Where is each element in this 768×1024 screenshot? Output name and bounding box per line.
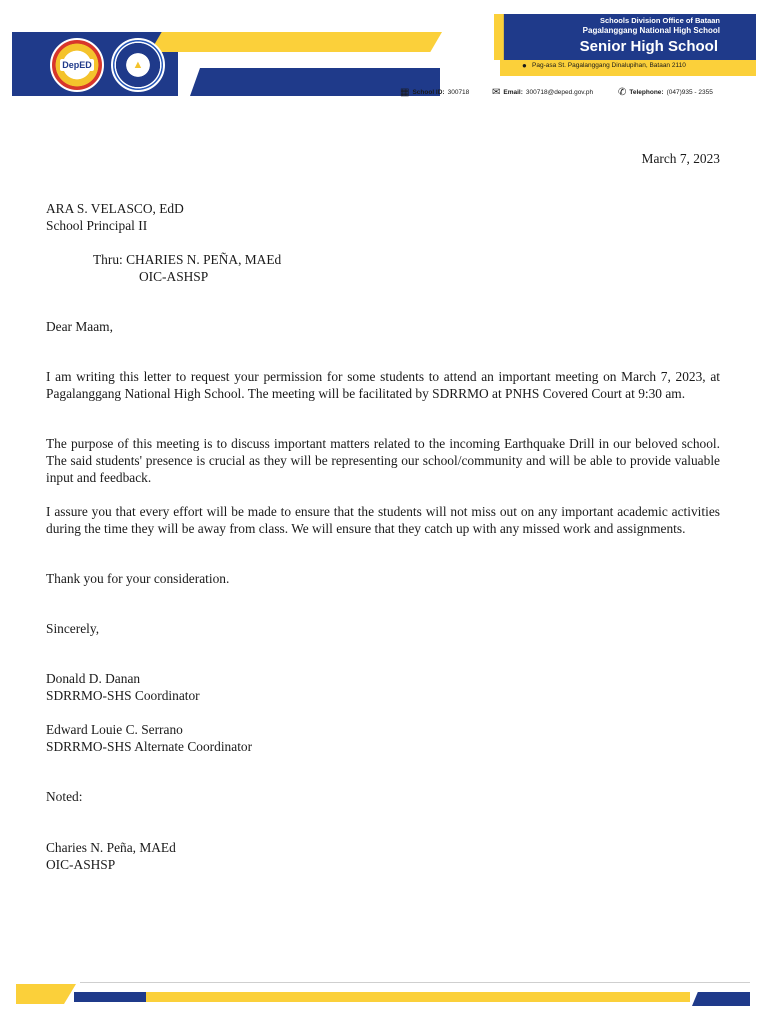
closing: Sincerely, — [46, 621, 100, 636]
telephone-value: (047)935 - 2355 — [666, 89, 713, 96]
phone-icon: ✆ — [618, 87, 627, 98]
telephone-label: Telephone: — [629, 89, 664, 96]
footer-band-yellow — [146, 992, 690, 1002]
division-name: Schools Division Office of Bataan — [599, 16, 720, 25]
signatory-2-title: SDRRMO-SHS Alternate Coordinator — [46, 739, 253, 754]
deped-logo — [50, 38, 104, 92]
location-pin-icon: ● — [522, 61, 527, 70]
email-value: 300718@deped.gov.ph — [525, 89, 594, 96]
recipient-name: ARA S. VELASCO, EdD — [46, 201, 184, 216]
letter-date: March 7, 2023 — [641, 151, 720, 166]
noted-name: Charies N. Peña, MAEd — [46, 840, 176, 855]
deped-logo-text: DepED — [62, 60, 92, 70]
footer-band-navy-right — [692, 992, 750, 1006]
recipient-title: School Principal II — [46, 218, 148, 233]
signatory-1-name: Donald D. Danan — [46, 671, 141, 686]
signatory-1-title: SDRRMO-SHS Coordinator — [46, 688, 200, 703]
paragraph-3: I assure you that every effort will be made to ensure that the students will not miss out on any important academic activities during the time they will be away from class. We will ensure that they catch up with any missed work and assignments. — [46, 504, 720, 536]
program-name: Senior High School — [579, 38, 718, 55]
school-id-value: 300718 — [447, 89, 470, 96]
noted-title: OIC-ASHSP — [46, 857, 116, 872]
email-contact — [492, 87, 593, 98]
paragraph-2: The purpose of this meeting is to discuss important matters related to the incoming Earthquake Drill in our beloved school. The said students' presence is crucial as they will be representing our school/community and will be able to provide valuable input and feedback. — [46, 436, 720, 485]
school-name: Pagalanggang National High School — [582, 26, 720, 35]
thanks-line: Thank you for your consideration. — [46, 571, 230, 586]
header-band-yellow — [150, 32, 442, 52]
footer-band-navy-left — [74, 992, 146, 1002]
paragraph-1: I am writing this letter to request your permission for some students to attend an important meeting on March 7, 2023, at Pagalanggang National High School. The meeting will be facilitated by SDRRMO at PNHS Covered Court at 9:30 am. — [46, 369, 720, 401]
thru-name: Thru: CHARIES N. PEÑA, MAEd — [93, 252, 282, 267]
signatory-2-name: Edward Louie C. Serrano — [46, 722, 183, 737]
school-seal-icon: ▲ — [111, 38, 165, 92]
mail-icon: ✉ — [492, 87, 501, 98]
email-label: Email: — [503, 89, 523, 96]
school-id-contact — [400, 87, 469, 98]
noted-label: Noted: — [46, 789, 83, 804]
school-address: Pag-asa St. Pagalanggang Dinalupihan, Bataan 2110 — [532, 62, 686, 69]
building-icon: ▦ — [400, 87, 410, 98]
footer-divider — [80, 982, 750, 983]
telephone-contact — [618, 87, 713, 98]
footer-band-yellow-left — [16, 984, 76, 1004]
salutation: Dear Maam, — [46, 319, 113, 334]
thru-title: OIC-ASHSP — [139, 269, 209, 284]
school-id-label: School ID: — [412, 89, 445, 96]
